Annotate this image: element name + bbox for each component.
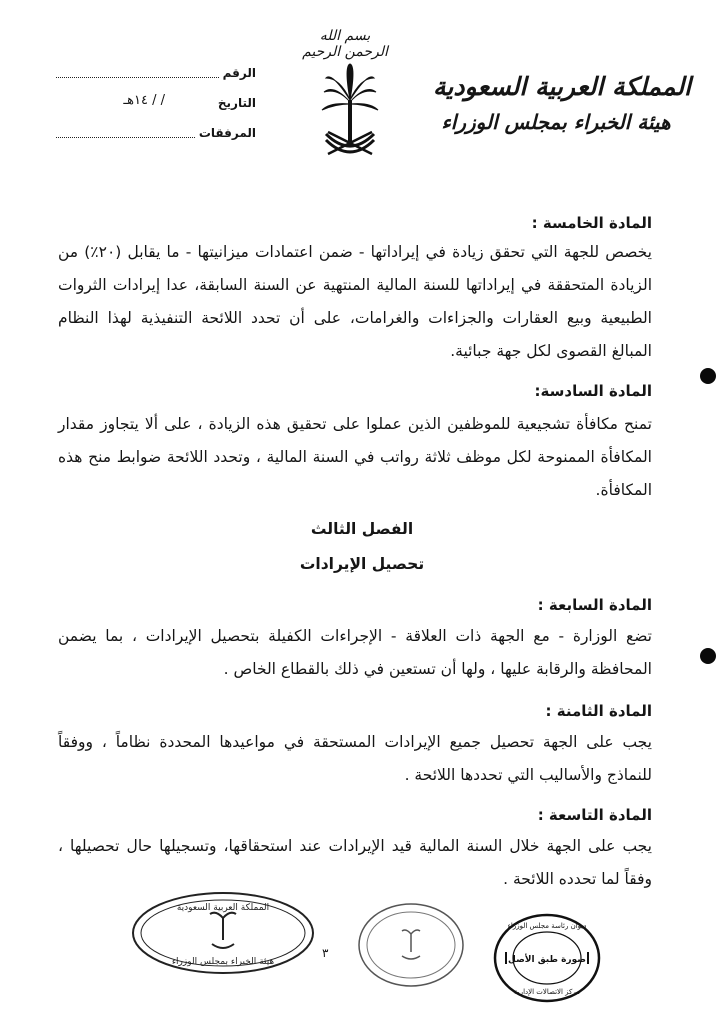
attachments-label: المرفقات	[198, 126, 256, 140]
page-number: ٣	[322, 946, 329, 960]
letterhead-agency: هيئة الخبراء بمجلس الوزراء	[441, 110, 671, 134]
article-6-text: تمنح مكافأة تشجيعية للموظفين الذين عملوا على تحقيق هذه الزيادة ، على ألا يتجاوز مقدار المكافأة الممنوحة لكل موظف ثلاثة رواتب في السنة المالية ، وتحدد اللائحة ضوابط منح هذه المكافأة.	[58, 415, 652, 499]
chapter-title: تحصيل الإيرادات	[299, 555, 425, 573]
letterhead-kingdom: المملكة العربية السعودية	[432, 72, 692, 101]
seal-right-bottom-text: مركز الاتصالات الإدارية	[513, 988, 581, 996]
article-8-text: يجب على الجهة تحصيل جميع الإيرادات المستحقة في مواعيدها المحددة نظاماً ، ووفقاً للنماذج والأساليب التي تحددها اللائحة .	[58, 733, 652, 784]
seal-left-bottom-text: هيئة الخبراء بمجلس الوزراء	[171, 957, 275, 967]
ref-number-label: الرقم	[222, 66, 256, 80]
article-8-title: المادة الثامنة :	[545, 702, 652, 720]
attachments-field	[56, 126, 256, 140]
date-label: التاريخ	[217, 96, 256, 110]
article-5-title: المادة الخامسة :	[531, 214, 652, 232]
article-5-text: يخصص للجهة التي تحقق زيادة في إيراداتها - ضمن اعتمادات ميزانيتها - ما يقابل (٢٠٪) من الزيادة المتحققة في إيراداتها للسنة المالية المنتهية عن السنة السابقة، عدا إيرادات الثروات الطبيعية وبيع العقارات والجزاءات والغرامات، على أن تحدد اللائحة التنفيذية لهذا النظام المبالغ القصوى لكل جهة جبائية.	[58, 243, 652, 360]
certified-copy-seal-icon	[492, 912, 602, 1004]
punch-hole	[700, 648, 716, 664]
chapter-heading: الفصل الثالث	[310, 520, 414, 538]
article-9-title: المادة التاسعة :	[537, 806, 652, 824]
article-6-title: المادة السادسة:	[534, 382, 652, 400]
article-9-text: يجب على الجهة خلال السنة المالية قيد الإيرادات عند استحقاقها، وتسجيلها حال تحصيلها ، وفقاً لما تحدده اللائحة .	[58, 837, 652, 888]
punch-hole	[700, 368, 716, 384]
seal-right-top-text: ديوان رئاسة مجلس الوزراء	[507, 922, 587, 930]
seal-left-top-text: المملكة العربية السعودية	[176, 903, 270, 913]
date-value: / / ١٤هـ	[123, 93, 165, 108]
faint-seal-icon	[356, 900, 466, 990]
article-7-text: تضع الوزارة - مع الجهة ذات العلاقة - الإجراءات الكفيلة بتحصيل الإيرادات ، بما يضمن المحافظة والرقابة عليها ، ولها أن تستعين في ذلك بالقطاع الخاص .	[58, 627, 652, 678]
ref-number-field	[56, 66, 256, 80]
saudi-emblem-icon	[320, 62, 380, 162]
article-7-title: المادة السابعة :	[537, 596, 652, 614]
basmala: بسم الله الرحمن الرحيم	[302, 28, 388, 60]
seal-right-mid-text: صورة طبق الأصل	[508, 955, 586, 965]
agency-seal-icon	[128, 888, 318, 978]
